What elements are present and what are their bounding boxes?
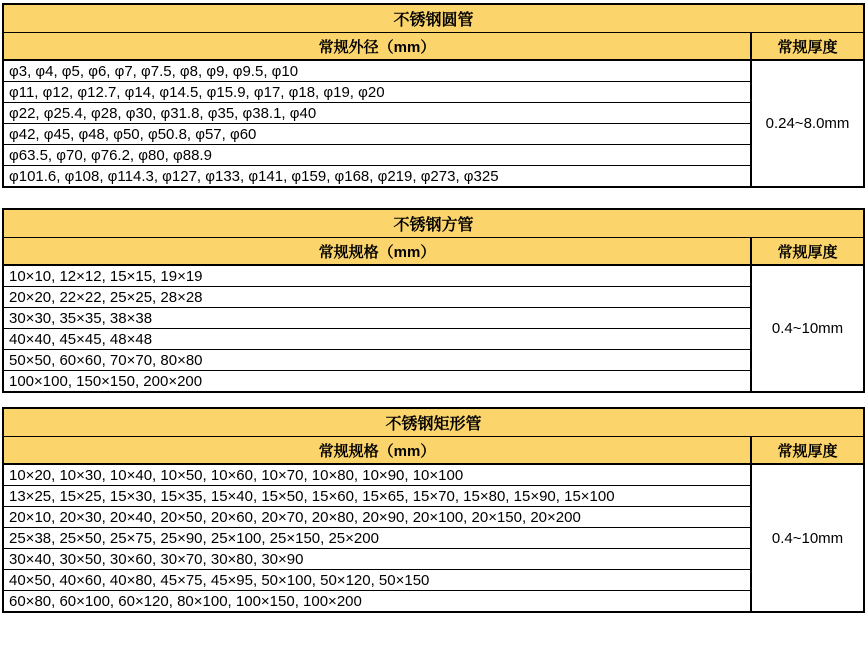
square-pipe-spec-row: 100×100, 150×150, 200×200 (3, 371, 751, 393)
round-pipe-thickness-value: 0.24~8.0mm (751, 60, 864, 187)
square-pipe-spec-row: 10×10, 12×12, 15×15, 19×19 (3, 265, 751, 287)
rect-pipe-spec-row: 25×38, 25×50, 25×75, 25×90, 25×100, 25×150, 25×200 (3, 528, 751, 549)
round-pipe-table (2, 3, 865, 188)
round-pipe-thickness-column-header: 常规厚度 (751, 33, 864, 61)
square-pipe-thickness-value: 0.4~10mm (751, 265, 864, 392)
rect-pipe-spec-column-header: 常规规格（mm） (3, 437, 751, 465)
square-pipe-spec-row: 40×40, 45×45, 48×48 (3, 329, 751, 350)
rect-pipe-spec-row: 30×40, 30×50, 30×60, 30×70, 30×80, 30×90 (3, 549, 751, 570)
square-pipe-thickness-column-header: 常规厚度 (751, 238, 864, 266)
round-pipe-spec-column-header: 常规外径（mm） (3, 33, 751, 61)
round-pipe-spec-row: φ22, φ25.4, φ28, φ30, φ31.8, φ35, φ38.1, φ40 (3, 103, 751, 124)
rect-pipe-thickness-column-header: 常规厚度 (751, 437, 864, 465)
round-pipe-spec-row: φ42, φ45, φ48, φ50, φ50.8, φ57, φ60 (3, 124, 751, 145)
rect-pipe-spec-row: 40×50, 40×60, 40×80, 45×75, 45×95, 50×100, 50×120, 50×150 (3, 570, 751, 591)
rect-pipe-spec-row: 10×20, 10×30, 10×40, 10×50, 10×60, 10×70, 10×80, 10×90, 10×100 (3, 464, 751, 486)
round-pipe-spec-row: φ3, φ4, φ5, φ6, φ7, φ7.5, φ8, φ9, φ9.5, φ10 (3, 60, 751, 82)
square-pipe-spec-row: 20×20, 22×22, 25×25, 28×28 (3, 287, 751, 308)
rect-pipe-spec-row: 13×25, 15×25, 15×30, 15×35, 15×40, 15×50, 15×60, 15×65, 15×70, 15×80, 15×90, 15×100 (3, 486, 751, 507)
rect-pipe-table (2, 407, 865, 613)
round-pipe-table-title: 不锈钢圆管 (3, 4, 864, 33)
round-pipe-spec-row: φ101.6, φ108, φ114.3, φ127, φ133, φ141, φ159, φ168, φ219, φ273, φ325 (3, 166, 751, 188)
round-pipe-spec-row: φ63.5, φ70, φ76.2, φ80, φ88.9 (3, 145, 751, 166)
round-pipe-spec-row: φ11, φ12, φ12.7, φ14, φ14.5, φ15.9, φ17, φ18, φ19, φ20 (3, 82, 751, 103)
square-pipe-spec-row: 30×30, 35×35, 38×38 (3, 308, 751, 329)
rect-pipe-spec-row: 20×10, 20×30, 20×40, 20×50, 20×60, 20×70, 20×80, 20×90, 20×100, 20×150, 20×200 (3, 507, 751, 528)
rect-pipe-spec-row: 60×80, 60×100, 60×120, 80×100, 100×150, 100×200 (3, 591, 751, 613)
square-pipe-table-title: 不锈钢方管 (3, 209, 864, 238)
square-pipe-table (2, 208, 865, 393)
square-pipe-spec-row: 50×50, 60×60, 70×70, 80×80 (3, 350, 751, 371)
rect-pipe-thickness-value: 0.4~10mm (751, 464, 864, 612)
rect-pipe-table-title: 不锈钢矩形管 (3, 408, 864, 437)
square-pipe-spec-column-header: 常规规格（mm） (3, 238, 751, 266)
